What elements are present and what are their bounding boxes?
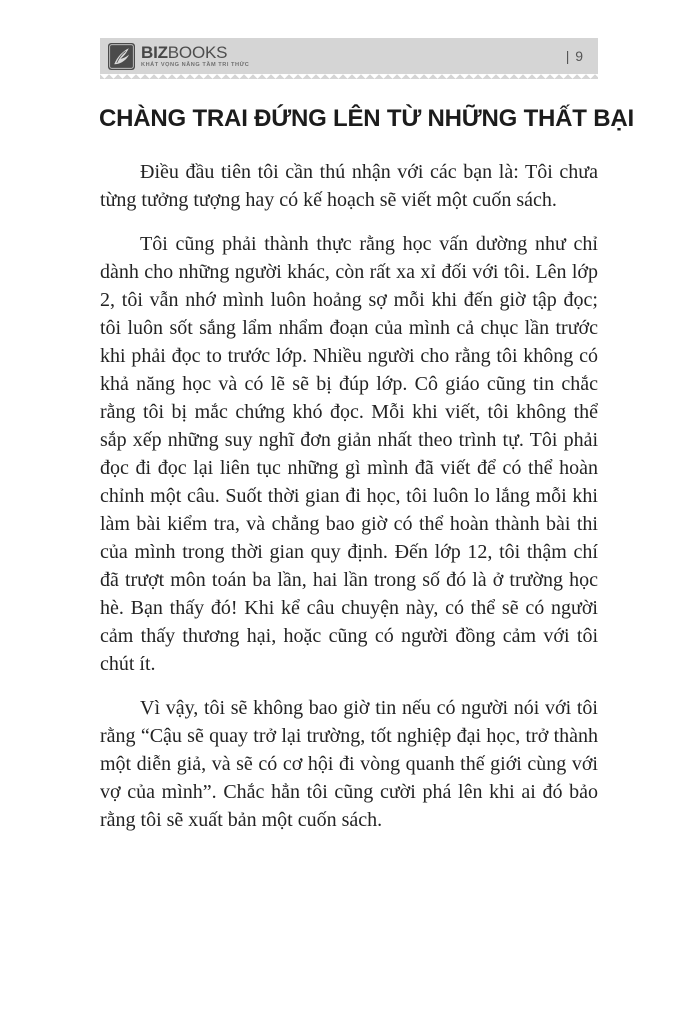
stamp-perforation-edge <box>100 74 598 79</box>
chapter-body <box>100 158 598 850</box>
paragraph-3: Vì vậy, tôi sẽ không bao giờ tin nếu có người nói với tôi rằng “Cậu sẽ quay trở lại trường, tốt nghiệp đại học, trở thành một diễn giả, và sẽ có cơ hội đi vòng quanh thế giới cùng với vợ của mình”. Chắc hẳn tôi cũng cười phá lên khi ai đó bảo rằng tôi sẽ xuất bản một cuốn sách. <box>100 697 598 831</box>
publisher-logo <box>108 43 249 70</box>
page-number: | 9 <box>565 48 584 64</box>
publisher-logo-text <box>141 44 249 69</box>
publisher-brand-name <box>141 44 249 61</box>
publisher-tagline: KHÁT VỌNG NÂNG TẦM TRI THỨC <box>141 61 250 68</box>
bizbooks-eagle-stamp-icon <box>108 43 135 70</box>
brand-name-biz: BIZ <box>141 42 168 62</box>
chapter-title: CHÀNG TRAI ĐỨNG LÊN TỪ NHỮNG THẤT BẠI <box>99 105 634 132</box>
paragraph-2: Tôi cũng phải thành thực rằng học vấn dường như chỉ dành cho những người khác, còn rất xa xỉ đối với tôi. Lên lớp 2, tôi vẫn nhớ mình luôn hoảng sợ mỗi khi đến giờ tập đọc; tôi luôn sốt sắng lẩm nhẩm đoạn của mình cả chục lần trước khi phải đọc to trước lớp. Nhiều người cho rằng tôi không có khả năng học và có lẽ sẽ bị đúp lớp. Cô giáo cũng tin chắc rằng tôi bị mắc chứng khó đọc. Mỗi khi viết, tôi không thể sắp xếp những suy nghĩ đơn giản nhất theo trình tự. Tôi phải đọc đi đọc lại liên tục những gì mình đã viết để có thể hoàn chỉnh một câu. Suốt thời gian đi học, tôi luôn lo lắng mỗi khi làm bài kiểm tra, và chẳng bao giờ có thể hoàn thành bài thi của mình trong thời gian quy định. Đến lớp 12, tôi thậm chí đã trượt môn toán ba lần, hai lần trong số đó là ở trường học hè. Bạn thấy đó! Khi kể câu chuyện này, có thể sẽ có người cảm thấy thương hại, hoặc cũng có người đồng cảm với tôi chút ít. <box>100 233 598 675</box>
header-stamp-bar <box>100 38 598 74</box>
brand-name-books: BOOKS <box>167 42 228 62</box>
paragraph-1: Điều đầu tiên tôi cần thú nhận với các bạn là: Tôi chưa từng tưởng tượng hay có kế hoạch sẽ viết một cuốn sách. <box>100 161 598 211</box>
